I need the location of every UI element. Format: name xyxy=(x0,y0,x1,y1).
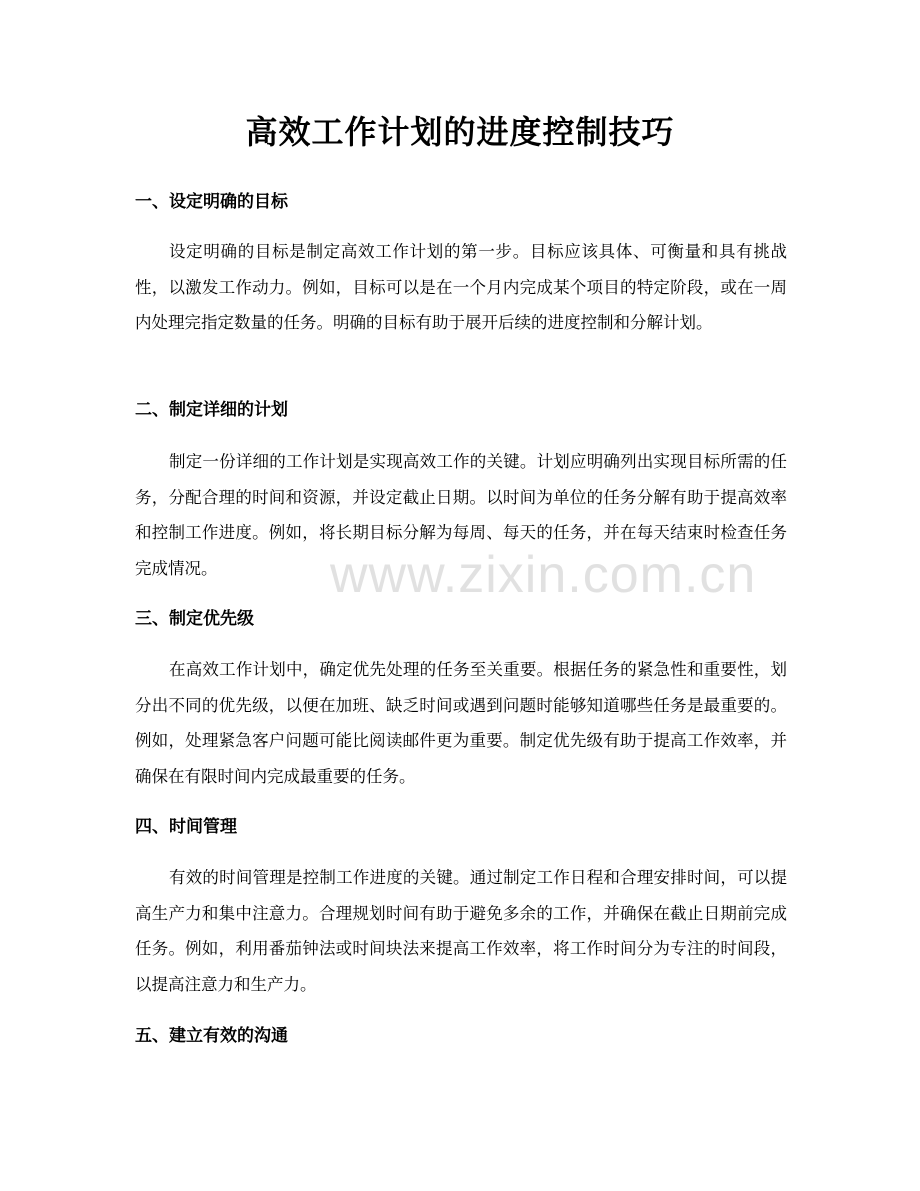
section-heading-3: 三、制定优先级 xyxy=(135,609,254,629)
section-body-4: 有效的时间管理是控制工作进度的关键。通过制定工作日程和合理安排时间，可以提高生产力和集中注意力。合理规划时间有助于避免多余的工作，并确保在截止日期前完成任务。例如，利用番茄钟法或时间块法来提高工作效率，将工作时间分为专注的时间段，以提高注意力和生产力。 xyxy=(135,868,787,994)
section-heading-2: 二、制定详细的计划 xyxy=(135,400,288,420)
section-heading-4: 四、时间管理 xyxy=(135,817,237,837)
section-heading-1: 一、设定明确的目标 xyxy=(135,192,288,212)
watermark: www.zixin.com.cn xyxy=(330,546,757,604)
section-heading-5: 五、建立有效的沟通 xyxy=(135,1026,288,1046)
section-body-3: 在高效工作计划中，确定优先处理的任务至关重要。根据任务的紧急性和重要性，划分出不同的优先级，以便在加班、缺乏时间或遇到问题时能够知道哪些任务是最重要的。例如，处理紧急客户问题可能比阅读邮件更为重要。制定优先级有助于提高工作效率，并确保在有限时间内完成最重要的任务。 xyxy=(135,660,787,786)
document-title: 高效工作计划的进度控制技巧 xyxy=(245,113,675,151)
section-body-1: 设定明确的目标是制定高效工作计划的第一步。目标应该具体、可衡量和具有挑战性，以激发工作动力。例如，目标可以是在一个月内完成某个项目的特定阶段，或在一周内处理完指定数量的任务。明确的目标有助于展开后续的进度控制和分解计划。 xyxy=(135,242,787,332)
section-body-2: 制定一份详细的工作计划是实现高效工作的关键。计划应明确列出实现目标所需的任务，分配合理的时间和资源，并设定截止日期。以时间为单位的任务分解有助于提高效率和控制工作进度。例如，将长期目标分解为每周、每天的任务，并在每天结束时检查任务完成情况。 xyxy=(135,452,787,578)
